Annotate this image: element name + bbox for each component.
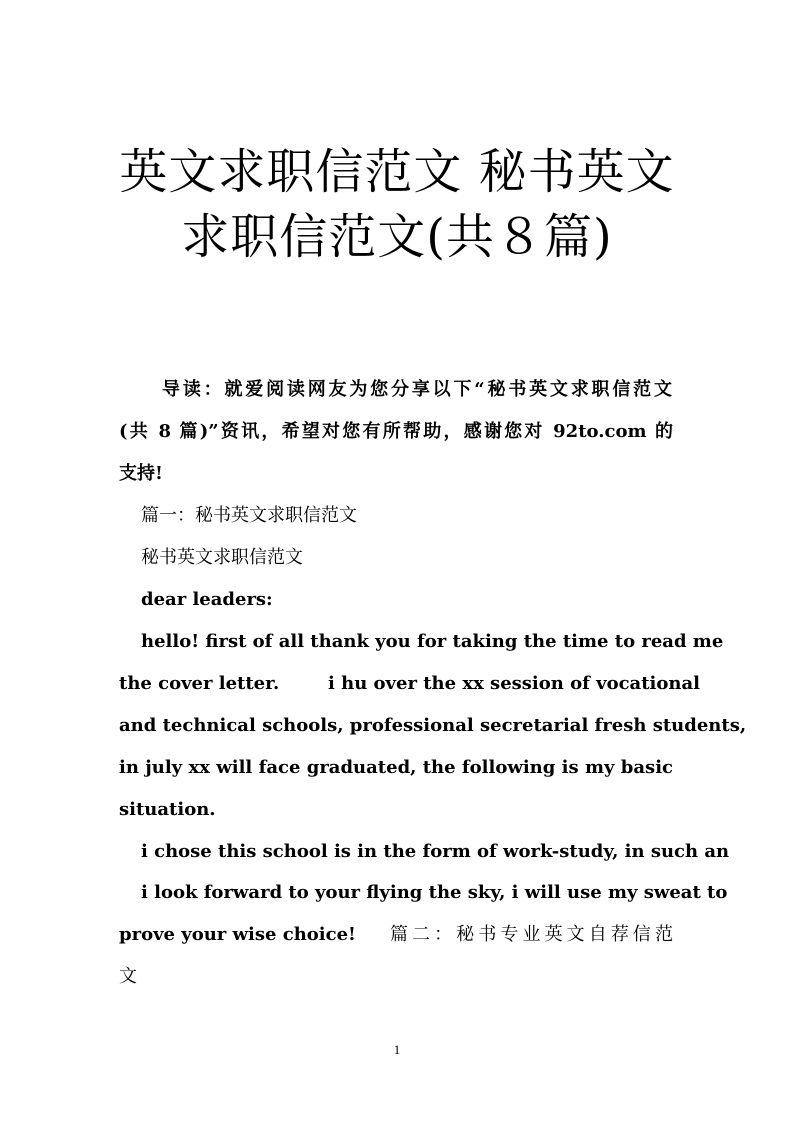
page-number: 1 <box>393 1042 401 1057</box>
section-heading-1: 篇一：秘书英文求职信范文 <box>141 505 357 526</box>
body-line-4: in july xx will face graduated, the following is my basic <box>119 757 673 778</box>
section-heading-2: 篇二：秘书专业英文自荐信范 <box>390 924 673 945</box>
letter-title: 秘书英文求职信范文 <box>141 547 303 568</box>
intro-line-3: 支持! <box>119 463 163 484</box>
salutation: dear leaders: <box>141 589 273 610</box>
body-line-3: and technical schools, professional secretarial fresh students, <box>119 715 747 736</box>
body-line-2b: i hu over the xx session of vocational <box>328 673 700 694</box>
body-line-7: i look forward to your flying the sky, i will use my sweat to <box>141 882 728 903</box>
body-line-8: prove your wise choice! <box>119 924 356 945</box>
body-line-1: hello! first of all thank you for taking the time to read me <box>141 631 724 652</box>
body-line-5: situation. <box>119 799 216 820</box>
document-title-line-2: 求职信范文(共８篇) <box>181 209 613 265</box>
section-heading-2-continued: 文 <box>119 966 137 987</box>
document-title-line-1: 英文求职信范文 秘书英文 <box>119 144 675 200</box>
intro-line-1: 导读：就爱阅读网友为您分享以下“秘书英文求职信范文 <box>162 379 672 400</box>
intro-line-2: (共 8 篇)”资讯，希望对您有所帮助，感谢您对 92to.com 的 <box>119 421 673 442</box>
body-line-6: i chose this school is in the form of work-study, in such an <box>141 841 730 862</box>
body-line-2a: the cover letter. <box>119 673 280 694</box>
